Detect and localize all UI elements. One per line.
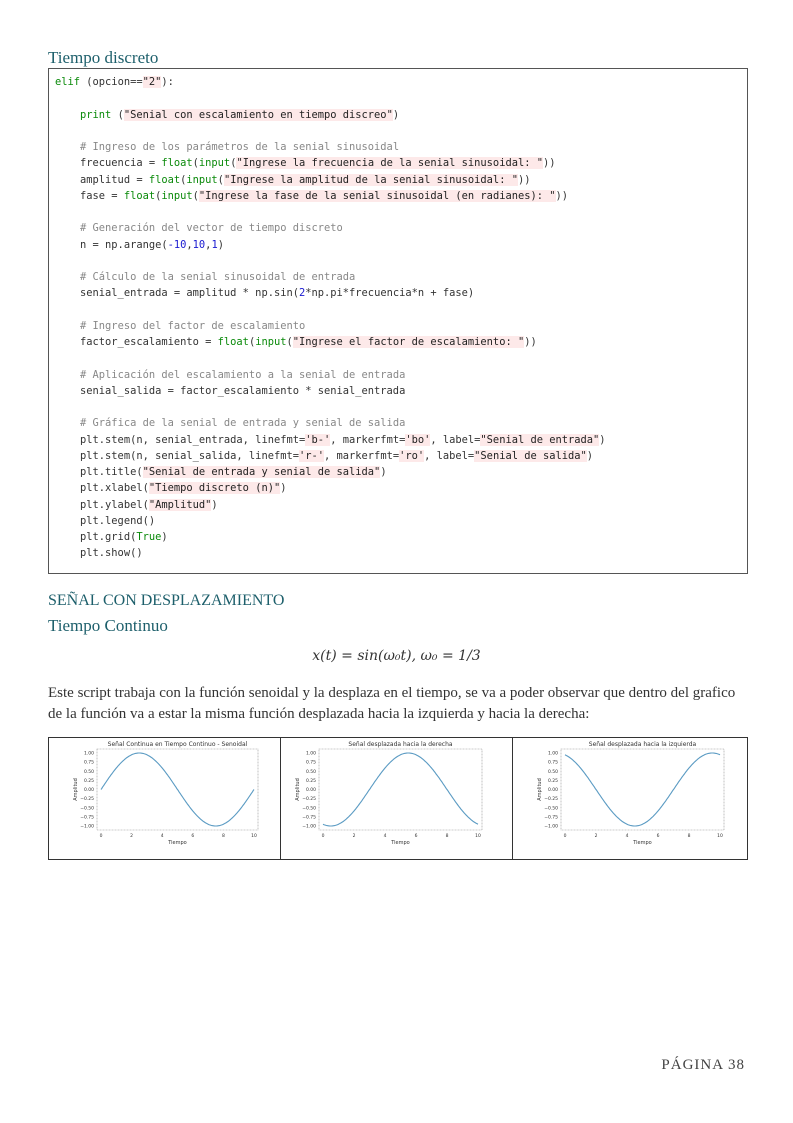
chart-title: Señal desplazada hacia la izquierda xyxy=(588,741,697,748)
plot-frame xyxy=(561,749,724,830)
y-tick-label: −0.25 xyxy=(302,797,316,803)
code-token xyxy=(55,109,80,121)
code-token: plt.title( xyxy=(55,466,143,478)
code-token: ( xyxy=(230,157,237,170)
code-token: )) xyxy=(517,173,531,186)
x-tick-label: 10 xyxy=(475,834,481,839)
paragraph: Este script trabaja con la función senoidal y la desplaza en el tiempo, se va a poder observar que dentro del grafico de la función va a estar la misma función desplazada hacia la izquierda y hacia la derecha: xyxy=(48,685,736,722)
code-token: print xyxy=(80,108,112,121)
y-tick-label: 0.25 xyxy=(83,778,94,784)
code-line xyxy=(49,155,747,171)
code-token: -10 xyxy=(167,238,187,251)
chart-title: Señal desplazada hacia la derecha xyxy=(348,741,453,748)
code-token: plt.show() xyxy=(55,547,143,560)
code-line xyxy=(49,415,747,431)
code-line xyxy=(49,139,747,155)
code-token: 'b-' xyxy=(305,433,331,446)
code-line xyxy=(49,237,747,253)
x-tick-label: 6 xyxy=(414,834,418,839)
code-token: 1 xyxy=(211,238,218,251)
code-token: , label= xyxy=(424,449,475,462)
code-token: # Cálculo de la senial sinusoidal de entrada xyxy=(80,271,356,283)
code-token: input xyxy=(186,173,218,186)
y-axis-label: Amplitud xyxy=(537,778,543,801)
code-token: 2 xyxy=(298,287,306,300)
code-line xyxy=(49,107,747,123)
code-line xyxy=(49,367,747,383)
code-token: float xyxy=(161,157,193,170)
code-token: float xyxy=(123,189,156,202)
code-token: fase = xyxy=(55,189,124,202)
plot-frame xyxy=(319,749,482,830)
chart-shift-right xyxy=(281,738,513,859)
y-tick-label: −0.25 xyxy=(80,797,94,803)
figures xyxy=(48,737,748,860)
code-token: )) xyxy=(542,157,556,170)
y-tick-label: −1.00 xyxy=(302,824,316,830)
code-token: factor_escalamiento = xyxy=(55,336,218,348)
y-tick-label: 0.00 xyxy=(305,788,316,793)
code-line xyxy=(49,302,747,318)
code-token: plt.xlabel( xyxy=(55,482,149,495)
x-axis-label: Tiempo xyxy=(633,840,652,846)
y-tick-label: −1.00 xyxy=(80,824,94,830)
code-token: ( xyxy=(192,189,199,202)
code-line xyxy=(49,529,747,545)
code-token: (opcion== xyxy=(80,76,143,88)
code-line xyxy=(49,318,747,334)
code-token: "Senial con escalamiento en tiempo discreo" xyxy=(123,108,393,121)
sine-line xyxy=(565,753,720,826)
code-token: "Senial de entrada y senial de salida" xyxy=(142,466,381,478)
x-tick-label: 2 xyxy=(352,834,356,839)
y-tick-label: 0.75 xyxy=(83,760,94,766)
x-tick-label: 8 xyxy=(445,834,449,839)
code-token: 'bo' xyxy=(405,433,431,446)
code-token: ( xyxy=(217,173,224,186)
code-token: "Ingrese la frecuencia de la senial sinusoidal: " xyxy=(236,157,543,170)
code-token: senial_entrada = amplitud * np.sin( xyxy=(55,287,299,300)
y-tick-label: 0.50 xyxy=(547,769,558,775)
code-token: plt.grid( xyxy=(55,531,137,543)
code-token: input xyxy=(161,189,193,202)
code-token: , label= xyxy=(430,433,481,446)
code-line xyxy=(49,123,747,139)
code-token: True xyxy=(136,531,162,543)
chart-title: Señal Continua en Tiempo Continuo - Senoidal xyxy=(107,741,248,748)
y-tick-label: 0.75 xyxy=(305,760,316,766)
code-token: n = np.arange( xyxy=(55,238,168,251)
x-tick-label: 8 xyxy=(687,834,691,839)
code-token: plt.stem(n, senial_salida, linefmt= xyxy=(55,449,299,462)
code-token: ( xyxy=(286,336,293,348)
code-line xyxy=(49,90,747,106)
x-tick-label: 0 xyxy=(563,834,567,839)
code-token: # Ingreso del factor de escalamiento xyxy=(80,319,306,332)
y-tick-label: −0.75 xyxy=(544,815,558,821)
code-token: # Aplicación del escalamiento a la senial de entrada xyxy=(80,368,406,381)
y-tick-label: −0.50 xyxy=(302,806,316,812)
code-token: plt.legend() xyxy=(55,514,156,527)
chart-original xyxy=(49,738,281,859)
code-token: ): xyxy=(161,76,174,88)
code-token: "Ingrese la amplitud de la senial sinusoidal: " xyxy=(223,173,518,186)
code-token: ) xyxy=(280,482,287,495)
code-token: , markerfmt= xyxy=(330,433,406,446)
y-tick-label: 1.00 xyxy=(83,751,94,757)
code-token: ( xyxy=(111,108,124,121)
code-line xyxy=(49,188,747,204)
code-token: ) xyxy=(211,498,218,511)
code-token: float xyxy=(148,173,181,186)
code-token: ) xyxy=(380,466,387,478)
code-token: # Generación del vector de tiempo discreto xyxy=(80,222,343,235)
x-tick-label: 2 xyxy=(130,834,134,839)
code-token: ( xyxy=(155,189,162,202)
y-tick-label: −0.75 xyxy=(80,815,94,821)
code-line xyxy=(49,204,747,220)
code-token: ) xyxy=(599,433,606,446)
chart-shift-left xyxy=(513,738,747,859)
code-token: "Amplitud" xyxy=(148,498,212,511)
code-token: # Ingreso de los parámetros de la senial sinusoidal xyxy=(80,141,400,153)
code-token: ) xyxy=(217,238,224,251)
x-tick-label: 0 xyxy=(321,834,325,839)
y-axis-label: Amplitud xyxy=(295,778,301,801)
formula: x(t) = sin(ω₀t), ω₀ = 1/3 xyxy=(312,648,481,664)
code-token: # Gráfica de la senial de entrada y senial de salida xyxy=(80,417,406,430)
heading-tiempo-discreto: Tiempo discreto xyxy=(48,48,159,67)
y-tick-label: 0.00 xyxy=(547,788,558,793)
code-token: , markerfmt= xyxy=(324,449,400,462)
y-tick-label: 0.50 xyxy=(305,769,316,775)
code-token xyxy=(55,369,80,381)
code-token: ) xyxy=(392,108,400,121)
y-tick-label: −0.50 xyxy=(544,806,558,812)
code-line xyxy=(49,383,747,399)
x-tick-label: 8 xyxy=(221,834,225,839)
y-tick-label: 1.00 xyxy=(305,751,316,757)
code-line xyxy=(49,74,747,90)
x-axis-label: Tiempo xyxy=(168,840,187,846)
code-line xyxy=(49,432,747,448)
y-tick-label: 0.75 xyxy=(547,760,558,766)
code-line xyxy=(49,253,747,269)
x-tick-label: 0 xyxy=(99,834,103,839)
code-token: plt.stem(n, senial_entrada, linefmt= xyxy=(55,433,306,446)
code-line xyxy=(49,480,747,496)
code-token: plt.ylabel( xyxy=(55,498,149,511)
code-token: ( xyxy=(248,336,256,348)
code-token: ) xyxy=(586,449,594,462)
y-axis-label: Amplitud xyxy=(73,778,79,801)
x-tick-label: 10 xyxy=(717,834,723,839)
code-token: elif xyxy=(55,76,81,88)
code-token: "Senial de salida" xyxy=(474,449,587,462)
code-token xyxy=(55,417,80,429)
y-tick-label: 0.25 xyxy=(305,778,316,784)
code-token xyxy=(55,271,80,283)
section-title: SEÑAL CON DESPLAZAMIENTO xyxy=(48,592,285,609)
y-tick-label: 0.25 xyxy=(547,778,558,784)
code-line xyxy=(49,464,747,480)
x-tick-label: 4 xyxy=(625,834,629,839)
x-tick-label: 4 xyxy=(383,834,387,839)
code-token: )) xyxy=(524,336,537,348)
y-tick-label: −0.25 xyxy=(544,797,558,803)
y-tick-label: 0.50 xyxy=(83,769,94,775)
code-token xyxy=(55,222,80,234)
y-tick-label: −0.50 xyxy=(80,806,94,812)
code-token: )) xyxy=(555,189,569,202)
code-line xyxy=(49,513,747,529)
code-block xyxy=(48,68,748,574)
code-token: senial_salida = factor_escalamiento * senial_entrada xyxy=(55,384,406,397)
x-axis-label: Tiempo xyxy=(391,840,410,846)
code-token xyxy=(55,320,80,332)
y-tick-label: 1.00 xyxy=(547,751,558,757)
code-line xyxy=(49,220,747,236)
x-tick-label: 10 xyxy=(251,834,257,839)
code-line xyxy=(49,285,747,301)
code-token: "Ingrese la fase de la senial sinusoidal (en radianes): " xyxy=(198,189,556,202)
code-token: 'ro' xyxy=(399,449,425,462)
page-number: PÁGINA 38 xyxy=(661,1057,745,1073)
code-token: ) xyxy=(161,531,168,543)
code-token: frecuencia = xyxy=(55,157,162,170)
code-token: ( xyxy=(192,157,199,170)
code-line xyxy=(49,448,747,464)
x-tick-label: 2 xyxy=(594,834,598,839)
sine-line xyxy=(101,753,254,826)
y-tick-label: −1.00 xyxy=(544,824,558,830)
x-tick-label: 6 xyxy=(656,834,660,839)
heading-tiempo-continuo: Tiempo Continuo xyxy=(48,616,168,635)
code-token: 10 xyxy=(192,238,206,251)
code-token: , xyxy=(205,238,212,251)
code-token: "Ingrese el factor de escalamiento: " xyxy=(292,336,525,348)
x-tick-label: 6 xyxy=(191,834,195,839)
code-token: "2" xyxy=(142,76,162,88)
x-tick-label: 4 xyxy=(160,834,164,839)
code-line xyxy=(49,545,747,561)
code-token: float xyxy=(217,336,249,348)
code-token: "Tiempo discreto (n)" xyxy=(148,482,281,495)
code-line xyxy=(49,334,747,350)
code-token: amplitud = xyxy=(55,173,149,186)
code-line xyxy=(49,497,747,513)
code-token: input xyxy=(198,157,231,170)
sine-line xyxy=(323,753,478,826)
code-token: "Senial de entrada" xyxy=(480,433,600,446)
code-line xyxy=(49,350,747,366)
code-token: , xyxy=(186,238,193,251)
code-token: *np.pi*frecuencia*n + fase) xyxy=(305,287,475,300)
code-token xyxy=(55,141,80,153)
code-token: ( xyxy=(180,173,187,186)
code-token: 'r-' xyxy=(298,449,325,462)
code-line xyxy=(49,172,747,188)
y-tick-label: 0.00 xyxy=(83,788,94,793)
code-token: input xyxy=(255,336,287,348)
code-line xyxy=(49,399,747,415)
y-tick-label: −0.75 xyxy=(302,815,316,821)
code-line xyxy=(49,269,747,285)
